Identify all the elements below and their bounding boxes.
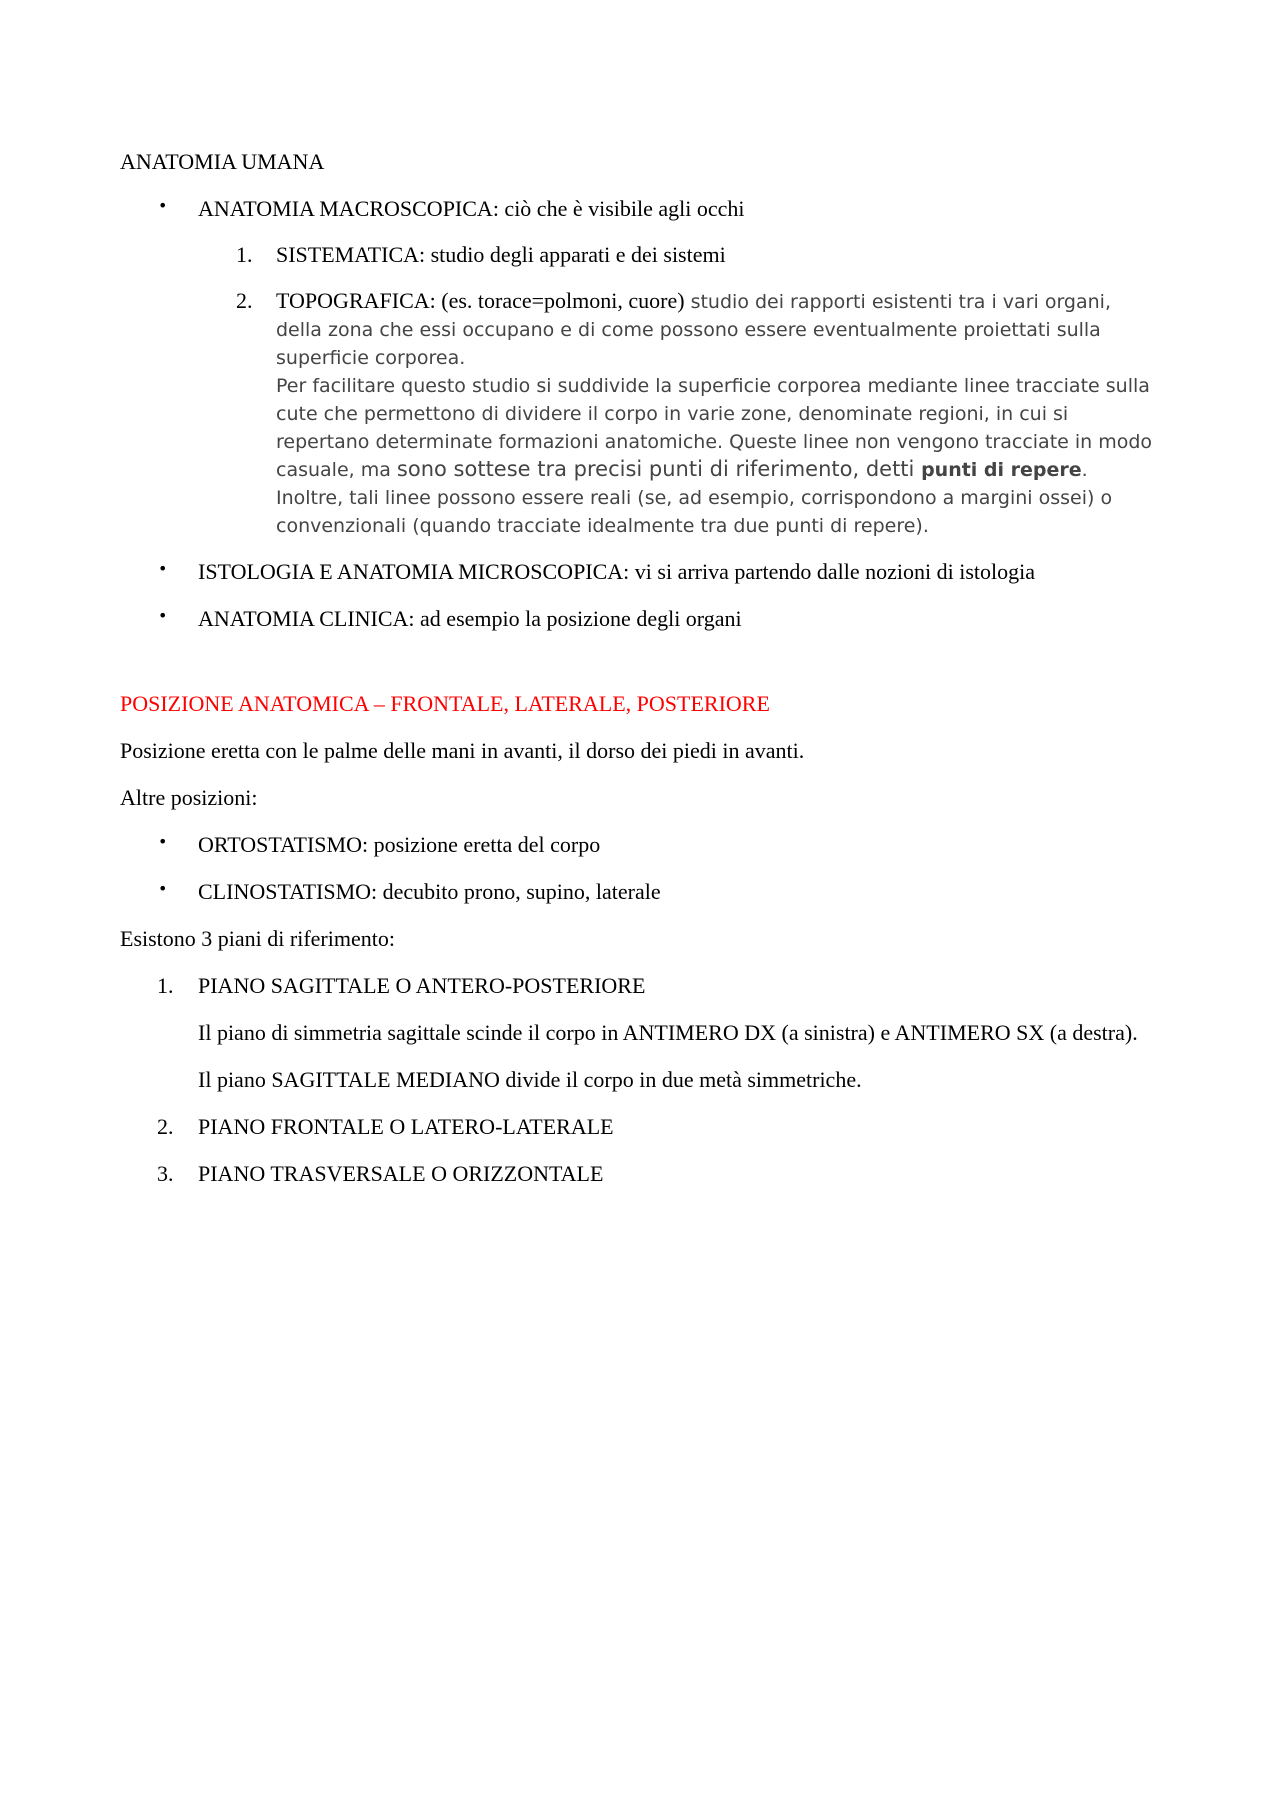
plane-note: Il piano SAGITTALE MEDIANO divide il corpo in due metà simmetriche.	[198, 1067, 862, 1092]
list-number: 1.	[236, 242, 253, 267]
paragraph: Posizione eretta con le palme delle mani in avanti, il dorso dei piedi in avanti.	[120, 738, 805, 763]
macroscopic-sublist	[198, 241, 1160, 539]
bullet-icon: •	[158, 879, 168, 898]
list-item	[120, 605, 1160, 633]
list-item	[120, 1113, 1160, 1141]
list-number: 2.	[236, 288, 253, 313]
planes-list-continued	[120, 1113, 1160, 1188]
list-item	[120, 972, 1160, 1000]
bullet-icon: •	[158, 559, 168, 578]
list-item-text: CLINOSTATISMO: decubito prono, supino, laterale	[198, 879, 661, 904]
list-number: 1.	[157, 973, 174, 998]
list-item-desc: studio dei rapporti esistenti tra i vari organi, della zona che essi occupano e di come possono essere eventualmente proiettati sulla superficie corporea.	[276, 291, 1111, 369]
positions-list	[120, 831, 1160, 906]
list-item-text: ORTOSTATISMO: posizione eretta del corpo	[198, 832, 601, 857]
desc-text-bold: punti di repere	[921, 459, 1082, 481]
bullet-icon: •	[158, 832, 168, 851]
list-item-text: PIANO SAGITTALE O ANTERO-POSTERIORE	[198, 973, 646, 998]
document-title: ANATOMIA UMANA	[120, 149, 325, 174]
list-item	[120, 878, 1160, 906]
list-item-text: ANATOMIA CLINICA: ad esempio la posizione degli organi	[198, 606, 742, 631]
list-item-text: ISTOLOGIA E ANATOMIA MICROSCOPICA: vi si arriva partendo dalle nozioni di istologia	[198, 559, 1035, 584]
desc-text-larger: sono sottese tra precisi punti di riferimento, detti	[396, 457, 922, 481]
list-item-text: ANATOMIA MACROSCOPICA: ciò che è visibile agli occhi	[198, 196, 745, 221]
section-heading: POSIZIONE ANATOMICA – FRONTALE, LATERALE, POSTERIORE	[120, 691, 770, 716]
list-item-desc-continued	[276, 375, 1152, 537]
list-item	[120, 195, 1160, 539]
desc-text: Per facilitare questo studio si suddivide la superficie corporea mediante linee tracciate sulla cute che permettono di dividere il corpo in varie zone, denominate regioni, in cui si repertano determinate formazioni anatomiche. Queste linee non vengono tracciate in modo casuale, ma	[276, 375, 1153, 481]
bullet-icon: •	[158, 606, 168, 625]
bullet-icon: •	[158, 196, 168, 215]
list-item	[198, 287, 1160, 539]
desc-text-end: . Inoltre, tali linee possono essere reali (se, ad esempio, corrispondono a margini ossei) o convenzionali (quando tracciate idealmente tra due punti di repere).	[276, 459, 1113, 537]
document-page	[120, 148, 1160, 1207]
list-number: 2.	[157, 1114, 174, 1139]
plane-note: Il piano di simmetria sagittale scinde il corpo in ANTIMERO DX (a sinistra) e ANTIMERO SX (a destra).	[198, 1020, 1138, 1045]
list-item-lead: TOPOGRAFICA: (es. torace=polmoni, cuore)	[276, 288, 685, 313]
list-item-text: PIANO FRONTALE O LATERO-LATERALE	[198, 1114, 614, 1139]
list-number: 3.	[157, 1161, 174, 1186]
list-item	[120, 1160, 1160, 1188]
list-item-text: SISTEMATICA: studio degli apparati e dei sistemi	[276, 242, 726, 267]
paragraph: Altre posizioni:	[120, 785, 258, 810]
list-item	[120, 558, 1160, 586]
list-item-text: PIANO TRASVERSALE O ORIZZONTALE	[198, 1161, 604, 1186]
anatomy-branches-list	[120, 195, 1160, 633]
paragraph: Esistono 3 piani di riferimento:	[120, 926, 395, 951]
list-item	[120, 831, 1160, 859]
list-item	[198, 241, 1160, 269]
planes-list	[120, 972, 1160, 1000]
